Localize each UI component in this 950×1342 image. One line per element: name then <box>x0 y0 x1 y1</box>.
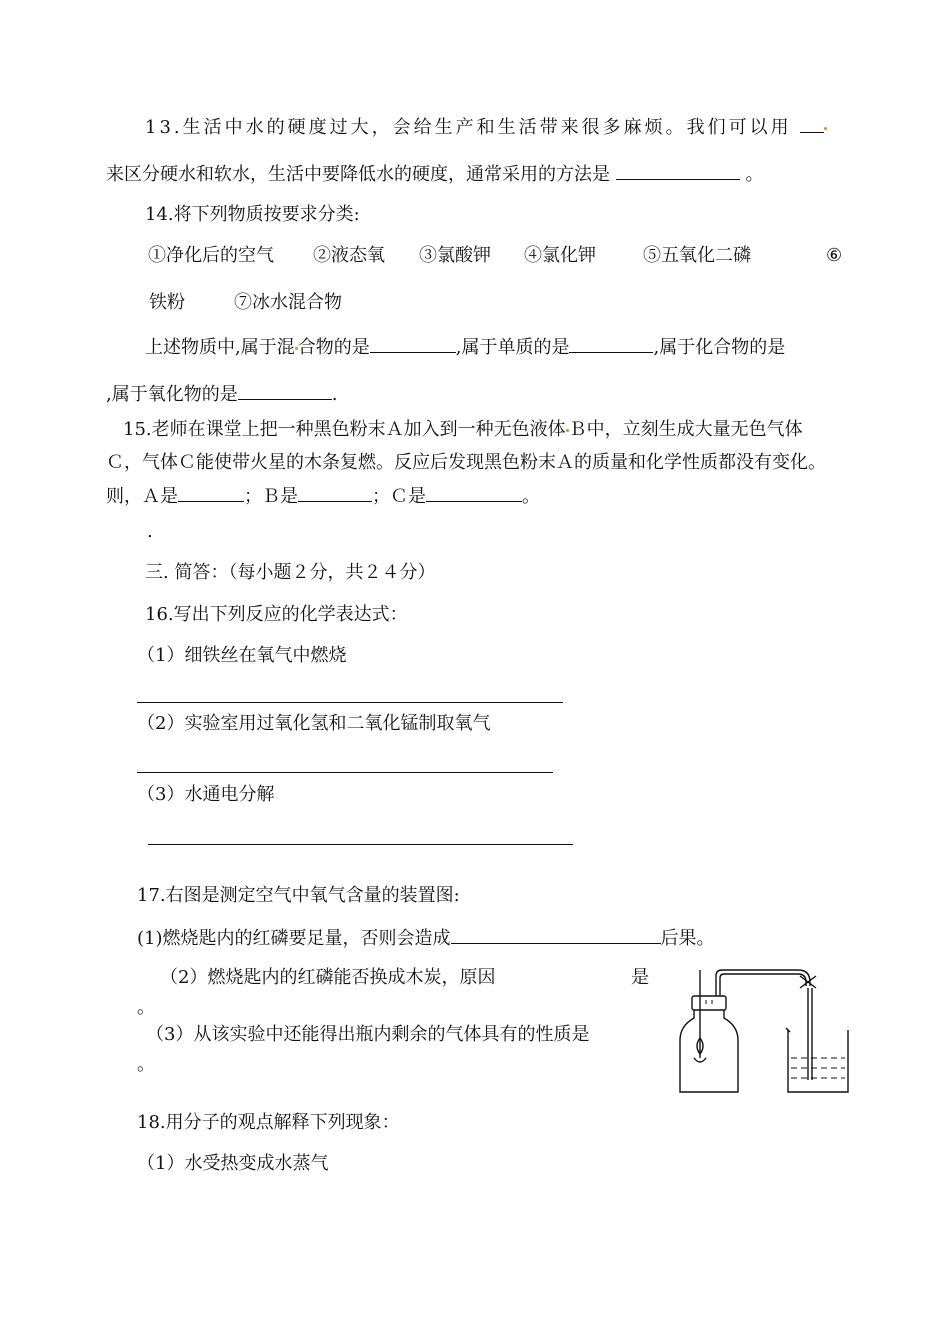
oxygen-measurement-apparatus-figure <box>670 960 860 1100</box>
q15-blank-a[interactable] <box>178 483 244 502</box>
q14-text-d: ,属于化合物的是 <box>653 337 786 358</box>
clamp <box>800 976 816 988</box>
q15-blank-c[interactable] <box>426 483 522 502</box>
q15-text-3b: ；Ｂ是 <box>244 486 298 507</box>
bottle-hatching <box>706 1000 712 1008</box>
q13-blank-2[interactable] <box>616 161 740 180</box>
q16-part-1: （1）细铁丝在氧气中燃烧 <box>137 645 347 666</box>
q14-item-2: ②液态氧 <box>313 245 385 266</box>
q13-text-2-end: 。 <box>745 164 764 185</box>
section-3-title: 三. 简答：（每小题２分，共２４分） <box>145 562 436 583</box>
q13-text-1: 13.生活中水的硬度过大，会给生产和生活带来很多麻烦。我们可以用 <box>145 117 792 138</box>
q17-part-2 <box>160 966 495 990</box>
q15-line2: Ｃ，气体Ｃ能使带火星的木条复燃。反应后发现黑色粉末Ａ的质量和化学性质都没有变化。 <box>106 452 826 473</box>
q15-text-1a: 15.老师在课堂上把一种黑色粉末Ａ加入到一种无色液体 <box>123 419 566 440</box>
q17-text-2a: （2）燃烧匙内的红磷能否换成木炭，原因 <box>160 967 496 988</box>
q14-blank-mixture[interactable] <box>370 334 456 353</box>
q16-answer-line-3[interactable] <box>148 844 573 845</box>
q14-item-4: ④氯化钾 <box>524 245 596 266</box>
q14-oxide-line <box>106 381 337 407</box>
q14-blank-oxide[interactable] <box>238 381 332 400</box>
q16-part-2: （2）实验室用过氧化氢和二氧化锰制取氧气 <box>137 713 491 734</box>
q15-blank-b[interactable] <box>298 483 372 502</box>
q14-item-7: ⑦冰水混合物 <box>234 292 342 313</box>
q18-title: 18.用分子的观点解释下列现象： <box>137 1112 400 1133</box>
highlight-dot <box>824 127 827 130</box>
q14-text-e-end: . <box>331 384 338 405</box>
q18-part-1: （1）水受热变成水蒸气 <box>137 1153 329 1174</box>
q16-part-3: （3）水通电分解 <box>137 784 275 805</box>
q17-text-1b: 后果。 <box>660 928 715 949</box>
q14-text-b: 合物的是 <box>297 337 370 358</box>
q16-title: 16.写出下列反应的化学表达式： <box>145 604 408 625</box>
q15-text-3a: 则，Ａ是 <box>106 486 178 507</box>
q14-title: 14.将下列物质按要求分类: <box>145 204 360 225</box>
q13-blank-1[interactable] <box>800 114 824 133</box>
q14-item-5: ⑤五氧化二磷 <box>643 245 751 266</box>
q17-blank-1[interactable] <box>451 925 661 944</box>
q15-line3 <box>106 483 540 509</box>
q14-text-e: ,属于氧化物的是 <box>106 384 238 405</box>
q14-blank-element[interactable] <box>569 334 653 353</box>
beaker <box>788 1030 848 1092</box>
q13-text-2: 来区分硬水和软水，生活中要降低水的硬度，通常采用的方法是 <box>106 164 610 185</box>
q13-line2 <box>106 161 763 187</box>
q17-part-2-shi: 是 <box>631 967 649 988</box>
q17-part-1 <box>137 925 715 951</box>
q16-answer-line-2[interactable] <box>137 772 553 773</box>
q17-part-3-end: 。 <box>137 1054 155 1075</box>
q14-text-c: ,属于单质的是 <box>455 337 570 358</box>
q14-text-a: 上述物质中,属于混 <box>145 337 295 358</box>
q17-text-1a: (1)燃烧匙内的红磷要足量，否则会造成 <box>137 928 451 949</box>
q15-text-3c: ；Ｃ是 <box>372 486 426 507</box>
delivery-tube-inner <box>720 974 806 996</box>
bottle <box>680 1010 738 1092</box>
q17-title: 17.右图是测定空气中氧气含量的装置图: <box>137 885 460 906</box>
q15-stray-dot: . <box>147 521 153 542</box>
water-level <box>791 1058 845 1078</box>
q17-part-3: （3）从该实验中还能得出瓶内剩余的气体具有的性质是 <box>146 1024 590 1045</box>
q14-item-3: ③氯酸钾 <box>419 245 491 266</box>
q13-line1 <box>145 114 827 140</box>
q15-text-1b: Ｂ中，立刻生成大量无色气体 <box>568 419 803 440</box>
q14-item-6-cont: 铁粉 <box>149 292 185 313</box>
q15-text-3-end: 。 <box>522 486 540 507</box>
stopper <box>692 996 726 1010</box>
combustion-spoon <box>694 1058 706 1062</box>
q16-answer-line-1[interactable] <box>137 702 563 703</box>
q14-item-1: ①净化后的空气 <box>148 245 274 266</box>
q15-line1 <box>123 418 803 442</box>
q17-part-2-end: 。 <box>137 997 155 1018</box>
q14-classify-line <box>145 334 785 360</box>
q14-item-6: ⑥ <box>826 245 843 266</box>
